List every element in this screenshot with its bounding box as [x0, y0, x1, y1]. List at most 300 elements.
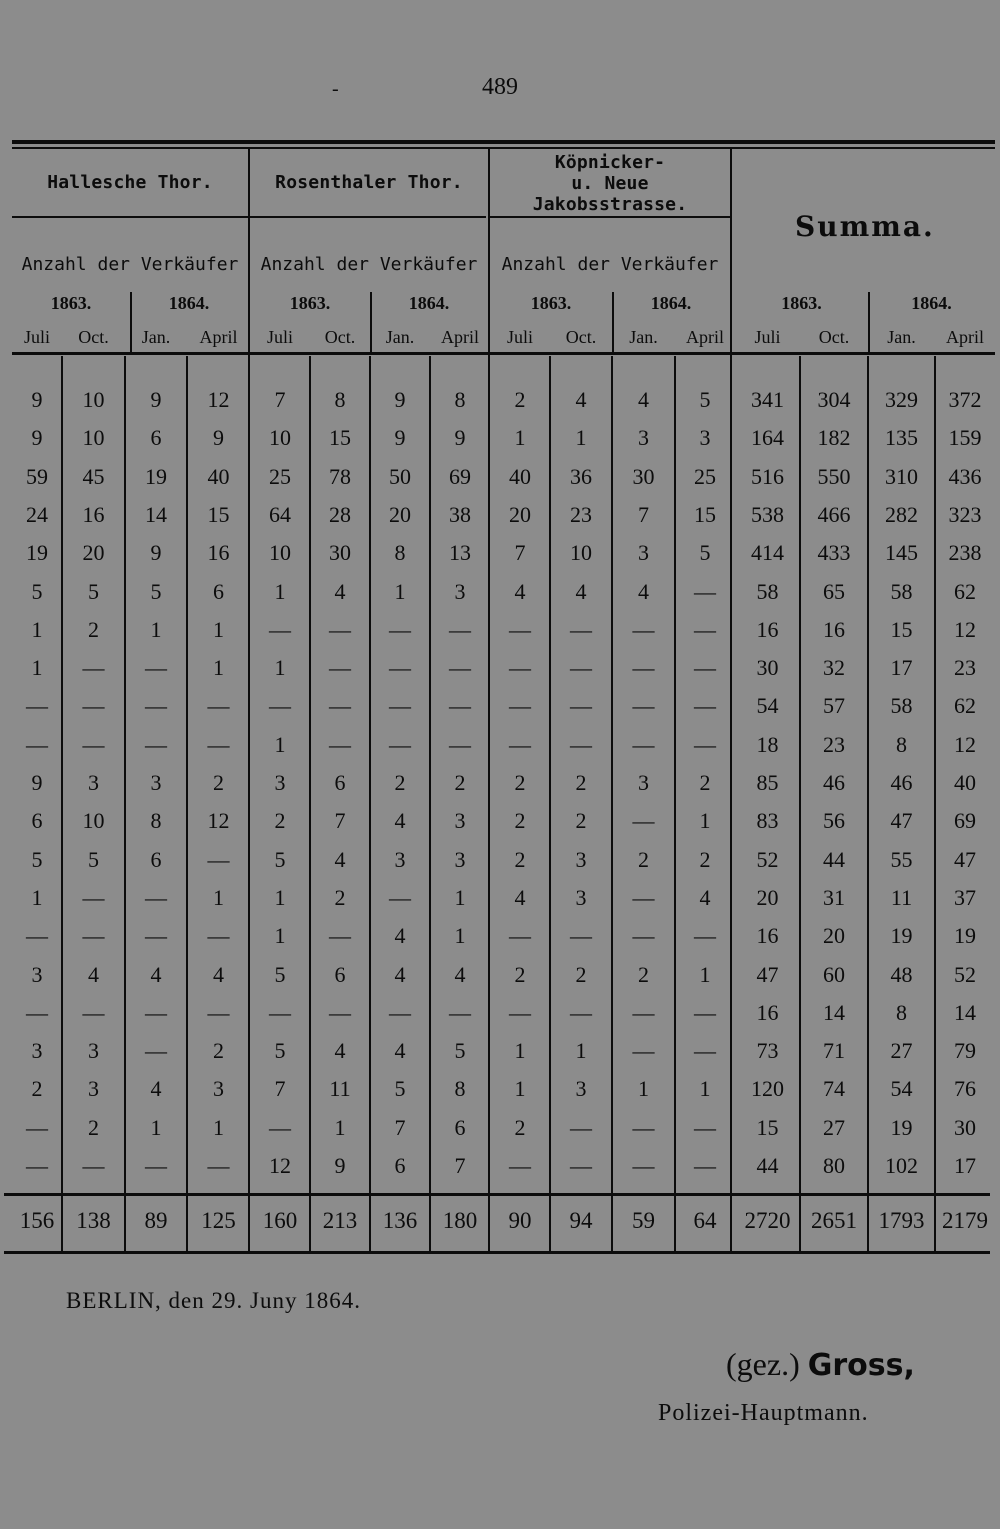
- month-label: Oct.: [565, 327, 597, 347]
- total-cell: 90: [508, 1208, 532, 1233]
- table-cell: 16: [756, 999, 779, 1025]
- year-label-1864: 1864.: [650, 293, 692, 313]
- table-cell: —: [694, 1038, 716, 1064]
- table-cell: 2: [514, 387, 526, 412]
- table-cell: —: [329, 616, 351, 642]
- table-cell: 2: [213, 1038, 224, 1064]
- table-cell: 3: [150, 770, 162, 795]
- table-cell: 4: [394, 808, 406, 834]
- total-cell: 213: [322, 1208, 358, 1233]
- table-cell: 341: [751, 387, 784, 412]
- table-cell: 4: [638, 578, 649, 604]
- table-cell: 19: [954, 923, 976, 949]
- month-label: Jan.: [887, 327, 916, 347]
- table-cell: 1: [699, 1076, 711, 1102]
- year-label-1864: 1864.: [408, 293, 450, 313]
- table-cell: 7: [274, 1076, 286, 1102]
- table-cell: —: [26, 1153, 48, 1178]
- table-cell: 1: [150, 1114, 162, 1140]
- table-cell: 7: [514, 540, 526, 566]
- table-cell: 538: [751, 501, 784, 527]
- table-cell: 14: [823, 999, 845, 1025]
- table-cell: 3: [213, 1076, 224, 1102]
- table-cell: —: [694, 616, 716, 642]
- table-cell: —: [145, 1038, 167, 1064]
- table-cell: —: [632, 655, 655, 681]
- month-label: Jan.: [629, 327, 658, 347]
- table-cell: 9: [334, 1153, 346, 1178]
- table-cell: —: [694, 1114, 716, 1140]
- table-cell: 1: [213, 884, 224, 910]
- table-cell: 5: [274, 1038, 286, 1064]
- table-cell: —: [26, 693, 48, 719]
- table-cell: 3: [454, 808, 466, 834]
- table-cell: 54: [890, 1076, 913, 1102]
- table-cell: 16: [207, 540, 230, 566]
- table-cell: 76: [954, 1076, 976, 1102]
- table-cell: 40: [509, 463, 531, 489]
- table-cell: 9: [150, 540, 162, 566]
- totals-top-rule: [4, 1193, 990, 1196]
- table-cell: 102: [885, 1153, 918, 1178]
- total-cell: 2651: [811, 1208, 857, 1233]
- table-cell: 62: [954, 693, 976, 719]
- month-label: Juli: [266, 327, 293, 347]
- table-cell: —: [570, 1114, 592, 1140]
- signature: [726, 1346, 915, 1383]
- total-cell: 64: [693, 1208, 717, 1233]
- table-cell: —: [145, 731, 167, 757]
- table-cell: 59: [26, 463, 48, 489]
- table-cell: —: [509, 693, 531, 719]
- table-cell: —: [449, 693, 471, 719]
- table-cell: 16: [823, 616, 845, 642]
- signature-name: Gross,: [807, 1348, 915, 1383]
- table-cell: 52: [954, 961, 976, 987]
- table-cell: —: [145, 693, 167, 719]
- table-cell: 1: [699, 808, 711, 834]
- group-title: Köpnicker- u. Neue Jakobsstrasse.: [532, 152, 688, 215]
- table-cell: 46: [823, 770, 845, 795]
- table-cell: 3: [31, 1038, 43, 1064]
- table-cell: —: [145, 655, 167, 681]
- table-cell: —: [632, 693, 655, 719]
- table-cell: 5: [699, 387, 711, 412]
- table-cell: 47: [954, 846, 976, 872]
- table-cell: 12: [954, 616, 976, 642]
- table-cell: 3: [88, 1076, 99, 1102]
- table-cell: 2: [514, 808, 526, 834]
- table-cell: 1: [638, 1076, 649, 1102]
- table-cell: 58: [756, 578, 779, 604]
- table-cell: 3: [638, 425, 649, 451]
- table-cell: 1: [274, 884, 286, 910]
- table-cell: 2: [699, 770, 711, 795]
- place-and-date: BERLIN, den 29. Juny 1864.: [66, 1288, 361, 1313]
- table-cell: 323: [948, 501, 982, 527]
- table-cell: 11: [890, 884, 913, 910]
- table-cell: —: [389, 655, 411, 681]
- table-cell: —: [694, 731, 716, 757]
- table-cell: 2: [514, 770, 526, 795]
- table-cell: —: [207, 731, 230, 757]
- table-cell: 182: [817, 425, 851, 451]
- table-cell: 8: [394, 540, 406, 566]
- table-cell: 10: [269, 540, 291, 566]
- table-cell: 1: [274, 655, 286, 681]
- table-cell: —: [509, 731, 531, 757]
- group-title-underline: [12, 216, 248, 218]
- table-cell: 10: [82, 425, 105, 451]
- table-cell: 5: [454, 1038, 466, 1064]
- table-cell: 1: [575, 425, 587, 451]
- total-cell: 180: [442, 1208, 478, 1233]
- table-cell: 4: [334, 846, 346, 872]
- table-cell: 4: [575, 578, 587, 604]
- table-cell: 9: [454, 425, 466, 451]
- table-cell: —: [632, 884, 655, 910]
- top-rule-thick: [12, 140, 995, 144]
- table-cell: 20: [756, 884, 779, 910]
- table-cell: 58: [890, 693, 913, 719]
- table-cell: 2: [575, 770, 587, 795]
- table-cell: 3: [454, 846, 466, 872]
- table-cell: 2: [638, 961, 649, 987]
- total-cell: 1793: [878, 1208, 925, 1233]
- table-cell: 9: [31, 770, 43, 795]
- table-cell: 304: [817, 387, 851, 412]
- table-cell: 4: [575, 387, 587, 412]
- year-label-1864: 1864.: [911, 293, 952, 313]
- table-cell: 1: [454, 923, 466, 949]
- table-cell: 7: [274, 387, 286, 412]
- total-cell: 156: [19, 1208, 55, 1233]
- table-cell: 12: [207, 387, 230, 412]
- table-cell: —: [207, 693, 230, 719]
- table-cell: 60: [823, 961, 845, 987]
- table-cell: 120: [751, 1076, 784, 1102]
- table-cell: 5: [274, 846, 286, 872]
- table-cell: 20: [389, 501, 411, 527]
- table-cell: 3: [575, 846, 587, 872]
- table-cell: 550: [817, 463, 851, 489]
- table-cell: 19: [890, 1114, 913, 1140]
- table-cell: —: [632, 616, 655, 642]
- table-cell: 436: [948, 463, 982, 489]
- table-cell: 62: [954, 578, 976, 604]
- table-cell: 19: [890, 923, 913, 949]
- total-cell: 94: [569, 1208, 593, 1233]
- table-cell: 1: [334, 1114, 346, 1140]
- table-cell: —: [329, 655, 351, 681]
- table-cell: 4: [334, 578, 346, 604]
- table-cell: 5: [394, 1076, 406, 1102]
- table-cell: 79: [954, 1038, 976, 1064]
- table-cell: —: [269, 1114, 291, 1140]
- table-cell: —: [329, 731, 351, 757]
- signature-rank: Polizei-Hauptmann.: [658, 1400, 869, 1426]
- table-cell: 4: [514, 578, 526, 604]
- table-cell: 414: [751, 540, 784, 566]
- table-cell: —: [82, 1153, 105, 1178]
- table-cell: —: [82, 884, 105, 910]
- table-cell: —: [570, 616, 592, 642]
- table-cell: 44: [756, 1153, 779, 1178]
- table-cell: —: [82, 693, 105, 719]
- table-cell: 5: [150, 578, 162, 604]
- table-cell: 516: [751, 463, 784, 489]
- table-cell: —: [449, 655, 471, 681]
- table-cell: 30: [329, 540, 351, 566]
- table-cell: —: [449, 616, 471, 642]
- table-cell: 1: [31, 616, 43, 642]
- table-cell: —: [509, 923, 531, 949]
- table-cell: 159: [948, 425, 982, 451]
- table-cell: 20: [82, 540, 105, 566]
- table-cell: —: [329, 923, 351, 949]
- table-cell: 13: [449, 540, 471, 566]
- table-cell: 12: [954, 731, 976, 757]
- table-cell: 9: [213, 425, 224, 451]
- table-cell: —: [207, 999, 230, 1025]
- table-cell: 5: [274, 961, 286, 987]
- month-label: April: [686, 327, 724, 347]
- table-cell: 83: [756, 808, 779, 834]
- table-cell: 1: [274, 578, 286, 604]
- table-cell: 30: [954, 1114, 976, 1140]
- table-cell: 48: [890, 961, 913, 987]
- table-cell: 5: [88, 846, 99, 872]
- summa-title: Summa.: [795, 210, 935, 243]
- table-cell: 2: [638, 846, 649, 872]
- table-cell: 10: [82, 808, 105, 834]
- year-label-1863: 1863.: [781, 293, 822, 313]
- table-cell: 2: [514, 846, 526, 872]
- table-cell: 19: [26, 540, 48, 566]
- table-cell: 69: [954, 808, 976, 834]
- year-label-1864: 1864.: [168, 293, 210, 313]
- table-cell: 3: [88, 1038, 99, 1064]
- table-cell: —: [329, 999, 351, 1025]
- table-cell: —: [694, 655, 716, 681]
- table-cell: 47: [756, 961, 779, 987]
- year-label-1863: 1863.: [289, 293, 331, 313]
- table-cell: 1: [274, 923, 286, 949]
- total-cell: 138: [76, 1208, 111, 1233]
- table-cell: —: [694, 578, 716, 604]
- group-title: Rosenthaler Thor.: [275, 172, 463, 193]
- table-cell: 3: [575, 884, 587, 910]
- table-cell: 1: [699, 961, 711, 987]
- table-cell: 52: [756, 846, 779, 872]
- table-cell: —: [82, 655, 105, 681]
- table-cell: 4: [334, 1038, 346, 1064]
- table-cell: —: [389, 731, 411, 757]
- table-cell: 17: [890, 655, 913, 681]
- table-cell: 9: [394, 387, 406, 412]
- table-cell: 65: [823, 578, 845, 604]
- table-cell: 78: [329, 463, 351, 489]
- table-cell: 15: [890, 616, 913, 642]
- table-cell: 55: [890, 846, 913, 872]
- table-cell: 58: [890, 578, 913, 604]
- table-cell: 30: [756, 655, 779, 681]
- table-cell: —: [570, 999, 592, 1025]
- table-cell: 4: [394, 961, 406, 987]
- month-label: Jan.: [385, 327, 415, 347]
- table-cell: 3: [699, 425, 711, 451]
- table-cell: 2: [88, 1114, 99, 1140]
- table-cell: 6: [334, 961, 346, 987]
- group-title-underline: [490, 216, 730, 218]
- table-cell: 74: [823, 1076, 845, 1102]
- table-cell: 1: [213, 1114, 224, 1140]
- table-cell: 3: [31, 961, 43, 987]
- table-cell: 8: [896, 731, 907, 757]
- table-cell: 2: [514, 961, 526, 987]
- table-cell: 10: [82, 387, 105, 412]
- table-cell: 15: [756, 1114, 779, 1140]
- table-cell: 16: [756, 923, 779, 949]
- table-cell: 25: [269, 463, 291, 489]
- table-cell: 17: [954, 1153, 976, 1178]
- table-cell: —: [694, 999, 716, 1025]
- table-cell: 6: [394, 1153, 406, 1178]
- table-cell: 2: [334, 884, 346, 910]
- table-cell: 145: [885, 540, 918, 566]
- month-label: Juli: [506, 327, 533, 347]
- table-cell: 8: [150, 808, 162, 834]
- month-label: Jan.: [141, 327, 171, 347]
- table-cell: 7: [454, 1153, 466, 1178]
- table-cell: —: [269, 693, 291, 719]
- table-cell: 19: [145, 463, 167, 489]
- table-cell: 6: [150, 846, 162, 872]
- table-cell: —: [509, 655, 531, 681]
- table-cell: 57: [823, 693, 845, 719]
- table-cell: —: [26, 1114, 48, 1140]
- month-label: April: [199, 327, 238, 347]
- table-cell: —: [26, 923, 48, 949]
- table-cell: 54: [756, 693, 779, 719]
- table-cell: —: [269, 616, 291, 642]
- table-cell: 4: [150, 1076, 162, 1102]
- table-cell: 25: [694, 463, 716, 489]
- table-cell: —: [632, 731, 655, 757]
- table-cell: 7: [334, 808, 346, 834]
- table-cell: —: [82, 923, 105, 949]
- table-cell: —: [694, 1153, 716, 1178]
- table-cell: 23: [823, 731, 845, 757]
- table-cell: 20: [823, 923, 845, 949]
- table-cell: —: [207, 846, 230, 872]
- table-cell: 7: [394, 1114, 406, 1140]
- table-cell: —: [449, 999, 471, 1025]
- table-cell: 433: [817, 540, 851, 566]
- table-cell: —: [389, 693, 411, 719]
- table-cell: —: [570, 693, 592, 719]
- table-cell: 310: [885, 463, 918, 489]
- table-cell: 56: [823, 808, 845, 834]
- table-cell: 1: [514, 425, 526, 451]
- table-cell: 85: [756, 770, 779, 795]
- table-cell: —: [82, 731, 105, 757]
- table-cell: —: [269, 999, 291, 1025]
- table-cell: 9: [150, 387, 162, 412]
- table-cell: 2: [514, 1114, 526, 1140]
- table-cell: 1: [575, 1038, 587, 1064]
- table-cell: 3: [274, 770, 286, 795]
- table-cell: 18: [756, 731, 779, 757]
- table-cell: 3: [638, 770, 649, 795]
- table-cell: 6: [334, 770, 346, 795]
- signature-prefix: (gez.): [726, 1346, 800, 1382]
- table-cell: 6: [454, 1114, 466, 1140]
- table-cell: 6: [31, 808, 43, 834]
- table-cell: 1: [394, 578, 406, 604]
- table-cell: —: [509, 999, 531, 1025]
- table-cell: 3: [394, 846, 406, 872]
- page-number: 489: [482, 74, 518, 100]
- top-rule-thin: [12, 147, 995, 149]
- table-cell: —: [145, 884, 167, 910]
- table-cell: 282: [885, 501, 918, 527]
- table-cell: 8: [454, 1076, 466, 1102]
- total-cell: 2720: [744, 1208, 791, 1233]
- month-label: Oct.: [818, 327, 850, 347]
- table-cell: 3: [638, 540, 649, 566]
- total-cell: 2179: [942, 1208, 988, 1233]
- table-cell: 6: [213, 578, 224, 604]
- table-cell: 28: [329, 501, 351, 527]
- table-cell: 3: [575, 1076, 587, 1102]
- group-title-underline: [250, 216, 486, 218]
- table-cell: 164: [751, 425, 784, 451]
- table-cell: 36: [570, 463, 592, 489]
- table-cell: 1: [213, 655, 224, 681]
- table-cell: 23: [570, 501, 592, 527]
- table-cell: 4: [514, 884, 526, 910]
- table-cell: 1: [514, 1076, 526, 1102]
- table-cell: 69: [449, 463, 471, 489]
- table-cell: —: [26, 731, 48, 757]
- table-cell: —: [632, 923, 655, 949]
- table-cell: —: [509, 616, 531, 642]
- table-cell: 46: [890, 770, 913, 795]
- table-cell: 8: [454, 387, 466, 412]
- table-cell: 9: [31, 387, 43, 412]
- table-cell: 27: [890, 1038, 913, 1064]
- table-cell: —: [449, 731, 471, 757]
- anzahl-label: Anzahl der Verkäufer: [501, 254, 719, 275]
- table-cell: 1: [514, 1038, 526, 1064]
- table-cell: 23: [954, 655, 976, 681]
- table-cell: —: [26, 999, 48, 1025]
- table-cell: 4: [699, 884, 711, 910]
- group-title: Hallesche Thor.: [47, 172, 213, 193]
- anzahl-label: Anzahl der Verkäufer: [260, 254, 478, 275]
- table-cell: —: [329, 693, 351, 719]
- table-cell: 14: [954, 999, 976, 1025]
- table-cell: 5: [88, 578, 99, 604]
- table-cell: —: [207, 923, 230, 949]
- total-cell: 125: [201, 1208, 236, 1233]
- table-cell: 329: [885, 387, 918, 412]
- table-cell: 3: [88, 770, 99, 795]
- table-cell: 4: [88, 961, 99, 987]
- table-cell: 14: [145, 501, 167, 527]
- month-label: April: [441, 327, 479, 347]
